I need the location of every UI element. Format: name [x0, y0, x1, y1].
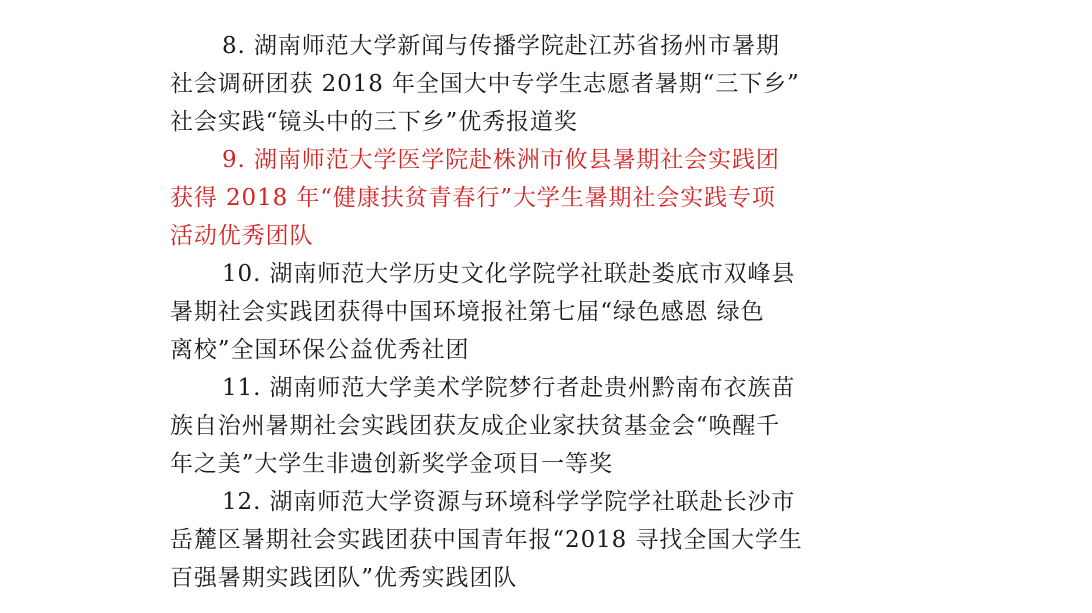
award-item-12-line-2: 岳麓区暑期社会实践团获中国青年报“2018 寻找全国大学生	[170, 527, 803, 553]
award-item-10-line-1: 10. 湖南师范大学历史文化学院学社联赴娄底市双峰县	[222, 261, 796, 287]
award-item-9-line-1: 9. 湖南师范大学医学院赴株洲市攸县暑期社会实践团	[222, 147, 780, 173]
award-item-10	[170, 255, 930, 369]
award-item-12-line-1: 12. 湖南师范大学资源与环境科学学院学社联赴长沙市	[222, 489, 796, 515]
award-item-11-line-3: 年之美”大学生非遗创新奖学金项目一等奖	[170, 451, 613, 477]
award-item-11-line-1: 11. 湖南师范大学美术学院梦行者赴贵州黔南布衣族苗	[222, 375, 796, 401]
award-item-10-line-2: 暑期社会实践团获得中国环境报社第七届“绿色感恩 绿色	[170, 299, 765, 325]
award-item-9-line-3: 活动优秀团队	[170, 223, 314, 249]
award-item-12	[170, 483, 930, 597]
award-item-8	[170, 27, 930, 141]
award-item-8-line-2: 社会调研团获 2018 年全国大中专学生志愿者暑期“三下乡”	[170, 71, 800, 97]
award-item-10-line-3: 离校”全国环保公益优秀社团	[170, 337, 470, 363]
award-item-9-line-2: 获得 2018 年“健康扶贫青春行”大学生暑期社会实践专项	[170, 185, 776, 211]
award-item-9-highlighted	[170, 141, 930, 255]
award-item-11-line-2: 族自治州暑期社会实践团获友成企业家扶贫基金会“唤醒千	[170, 413, 781, 439]
award-item-8-line-1: 8. 湖南师范大学新闻与传播学院赴江苏省扬州市暑期	[222, 33, 780, 59]
award-item-12-line-3: 百强暑期实践团队”优秀实践团队	[170, 565, 518, 591]
award-item-8-line-3: 社会实践“镜头中的三下乡”优秀报道奖	[170, 109, 578, 135]
award-item-11	[170, 369, 930, 483]
